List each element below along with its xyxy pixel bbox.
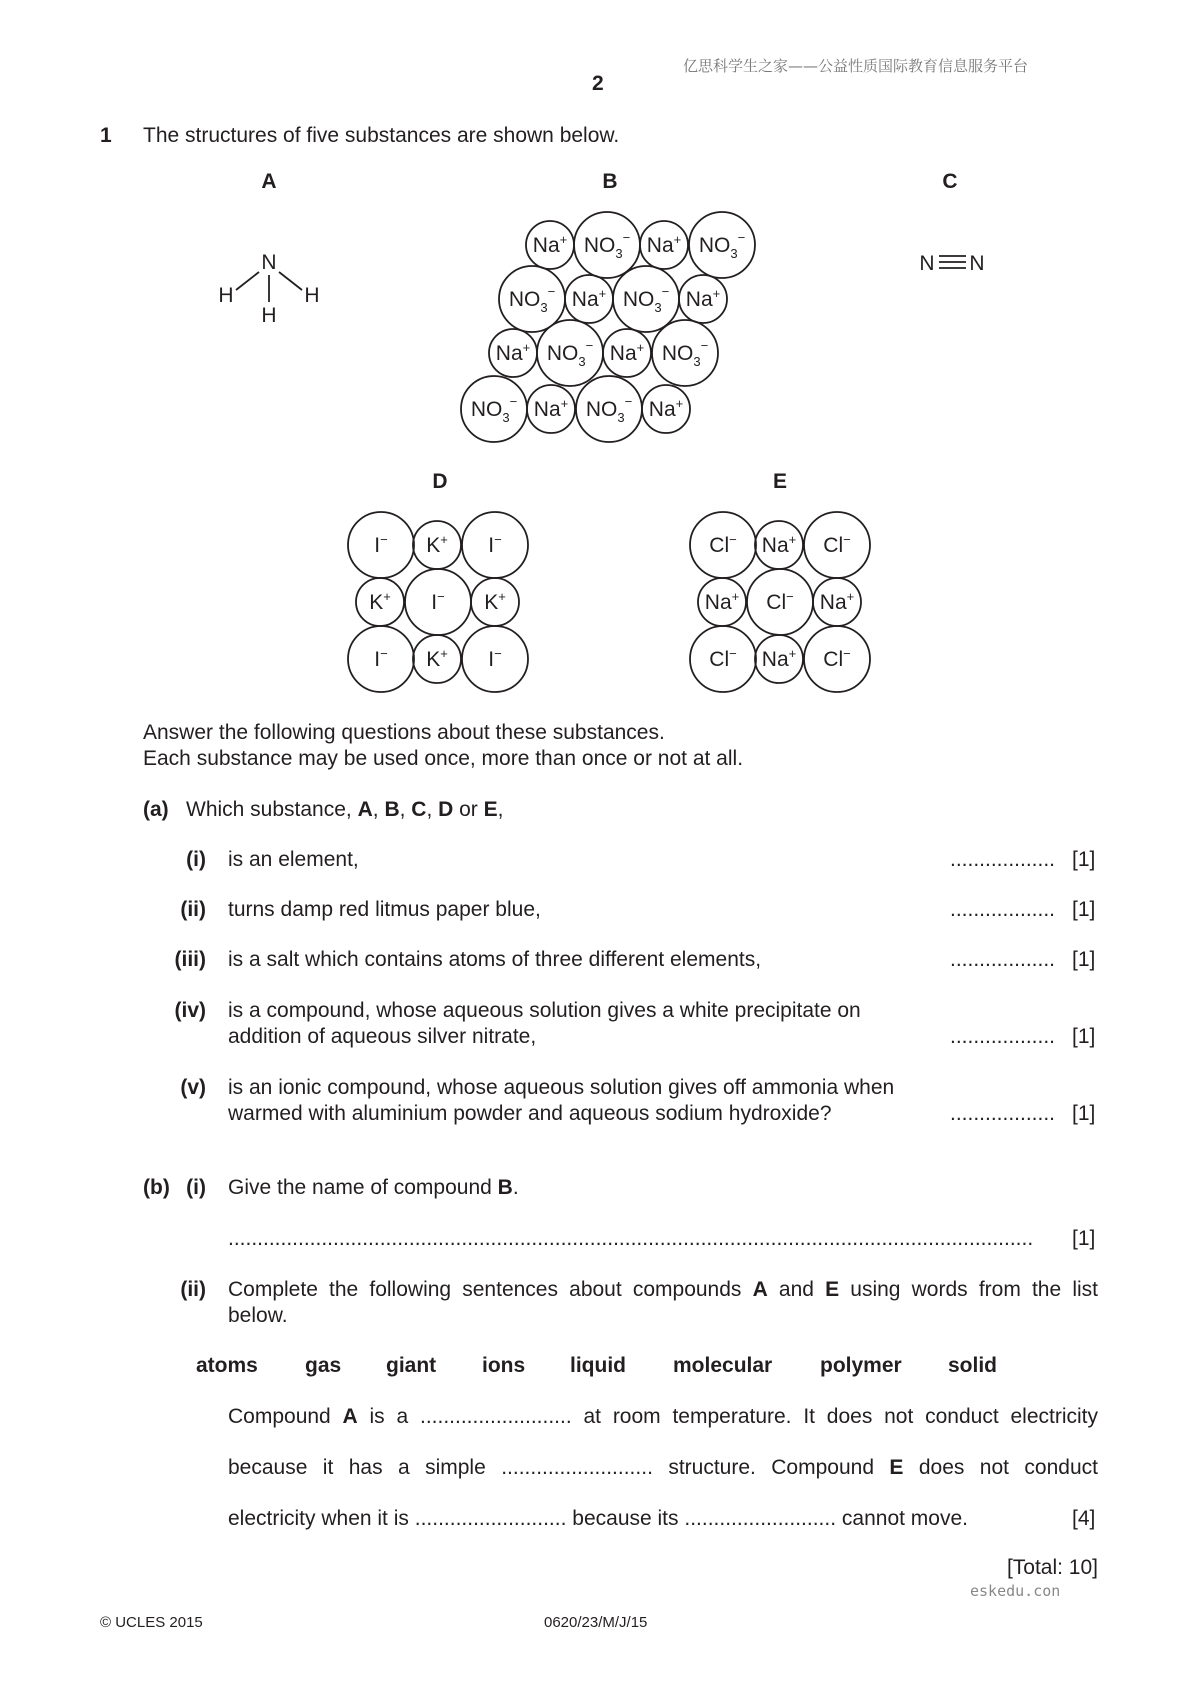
na-label [533, 232, 567, 257]
no3-label [662, 338, 708, 369]
item-text: addition of aqueous silver nitrate, [228, 1025, 537, 1048]
mark: [4] [1072, 1507, 1096, 1530]
page-number: 2 [592, 72, 604, 95]
no3-label [586, 394, 632, 425]
copyright: © UCLES 2015 [100, 1614, 203, 1631]
sentence-line: Compound A is a .......................... at room temperature. It does not conduct electricity [228, 1405, 1098, 1428]
item-text: Give the name of compound B. [228, 1176, 519, 1199]
no3-label [471, 394, 517, 425]
mark: [1] [1072, 1227, 1096, 1250]
question-number: 1 [100, 124, 112, 147]
part-a-stem: Which substance, A, B, C, D or E, [186, 798, 504, 821]
svg-text:Na+: Na+ [761, 646, 797, 671]
item-text: is an ionic compound, whose aqueous solution gives off ammonia when [228, 1076, 895, 1099]
item-text: is a compound, whose aqueous solution gives a white precipitate on [228, 999, 861, 1022]
na-label [649, 396, 683, 421]
svg-text:NO3−: $NO_3^-$ [585, 394, 633, 425]
blank-field[interactable]: .......................... [501, 1456, 653, 1479]
na-label [820, 589, 854, 614]
atom-n-right: N [969, 252, 985, 275]
atom-h-bottom: H [261, 304, 277, 327]
structure-labels [261, 170, 957, 493]
svg-text:Na+: Na+ [532, 232, 568, 257]
k-label [369, 589, 391, 614]
watermark-bottom: eskedu.con [970, 1582, 1061, 1600]
item-number: (ii) [180, 1278, 206, 1301]
item-text: warmed with aluminium powder and aqueous sodium hydroxide? [228, 1102, 832, 1125]
atom-n-left: N [919, 252, 935, 275]
sentence-line: because it has a simple .......................... structure. Compound E does not conduct [228, 1456, 1098, 1479]
no3-label [509, 284, 555, 315]
na-label [762, 646, 796, 671]
label-d: D [432, 470, 448, 493]
item-number: (i) [186, 1176, 206, 1199]
instruction-line: Each substance may be used once, more than once or not at all. [143, 747, 744, 770]
na-label [647, 232, 681, 257]
na-label [762, 532, 796, 557]
question-intro: The structures of five substances are shown below. [143, 124, 620, 147]
label-c: C [942, 170, 958, 193]
bond [279, 272, 302, 290]
svg-text:Cl−: Cl− [766, 589, 794, 614]
mark: [1] [1072, 1025, 1096, 1048]
blank-field[interactable]: .......................... [684, 1507, 837, 1530]
svg-text:NO3−: $NO_3^-$ [546, 338, 594, 369]
part-a-label: (a) [143, 798, 169, 821]
svg-text:K+: K+ [426, 532, 448, 557]
item-number: (ii) [180, 898, 206, 921]
mark: [1] [1072, 848, 1096, 871]
svg-text:NO3−: $NO_3^-$ [698, 230, 746, 261]
svg-text:NO3−: $NO_3^-$ [583, 230, 631, 261]
answer-field[interactable]: .................. [950, 1025, 1056, 1048]
item-number: (iv) [174, 999, 206, 1022]
word-list-item: liquid [570, 1354, 626, 1377]
cl-label [823, 532, 850, 557]
svg-text:Na+: Na+ [704, 589, 740, 614]
svg-text:K+: K+ [369, 589, 391, 614]
na-label [705, 589, 739, 614]
svg-text:Cl−: Cl− [823, 532, 851, 557]
svg-text:Na+: Na+ [819, 589, 855, 614]
item-text: turns damp red litmus paper blue, [228, 898, 541, 921]
mark: [1] [1072, 948, 1096, 971]
mark: [1] [1072, 1102, 1096, 1125]
k-label [484, 589, 506, 614]
svg-text:I−: I− [374, 646, 388, 671]
item-number: (iii) [174, 948, 206, 971]
mark: [1] [1072, 898, 1096, 921]
svg-text:NO3−: $NO_3^-$ [508, 284, 556, 315]
paper-code: 0620/23/M/J/15 [544, 1614, 648, 1631]
cl-label [766, 589, 793, 614]
i-label [431, 589, 444, 614]
structure-d-labels [369, 532, 506, 671]
no3-label [699, 230, 745, 261]
svg-text:I−: I− [431, 589, 445, 614]
answer-field[interactable]: .................. [950, 898, 1056, 921]
svg-text:NO3−: $NO_3^-$ [661, 338, 709, 369]
no3-label [547, 338, 593, 369]
word-list-item: polymer [820, 1354, 902, 1377]
svg-text:Na+: Na+ [646, 232, 682, 257]
structures-diagram [0, 0, 1190, 700]
k-label [426, 646, 448, 671]
blank-field[interactable]: .......................... [419, 1405, 572, 1428]
item-text: is a salt which contains atoms of three different elements, [228, 948, 762, 971]
svg-text:Na+: Na+ [571, 286, 607, 311]
answer-field[interactable]: .................. [950, 848, 1056, 871]
part-b-label: (b) [143, 1176, 170, 1199]
instruction-line: Answer the following questions about these substances. [143, 721, 665, 744]
na-label [534, 396, 568, 421]
svg-text:I−: I− [374, 532, 388, 557]
word-list-item: ions [482, 1354, 526, 1377]
structure-c-nitrogen [919, 252, 984, 275]
no3-label [584, 230, 630, 261]
total-marks: [Total: 10] [1006, 1556, 1098, 1579]
atom-h-left: H [218, 284, 234, 307]
svg-text:NO3−: $NO_3^-$ [622, 284, 670, 315]
item-number: (v) [180, 1076, 206, 1099]
item-text: Complete the following sentences about compounds A and E using words from the list [228, 1278, 1098, 1301]
i-label [488, 532, 501, 557]
label-b: B [602, 170, 618, 193]
cl-label [709, 646, 736, 671]
i-label [488, 646, 501, 671]
cl-label [823, 646, 850, 671]
atom-n: N [261, 251, 277, 274]
svg-text:Na+: Na+ [609, 340, 645, 365]
word-list-item: solid [948, 1354, 998, 1377]
i-label [374, 532, 387, 557]
word-list-item: atoms [196, 1354, 258, 1377]
answer-field[interactable]: .......................................................................................................................................... [228, 1227, 1034, 1250]
k-label [426, 532, 448, 557]
word-list-item: gas [305, 1354, 342, 1377]
svg-text:Cl−: Cl− [823, 646, 851, 671]
bond [236, 272, 259, 290]
item-text: below. [228, 1304, 288, 1327]
na-label [610, 340, 644, 365]
na-label [572, 286, 606, 311]
svg-text:Na+: Na+ [533, 396, 569, 421]
word-list-item: molecular [673, 1354, 773, 1377]
svg-text:K+: K+ [426, 646, 448, 671]
svg-text:Na+: Na+ [761, 532, 797, 557]
svg-text:Na+: Na+ [685, 286, 721, 311]
item-number: (i) [186, 848, 206, 871]
structure-a-ammonia [218, 251, 319, 327]
blank-field[interactable]: .......................... [414, 1507, 567, 1530]
svg-text:Cl−: Cl− [709, 532, 737, 557]
structure-e-labels [705, 532, 854, 671]
i-label [374, 646, 387, 671]
answer-field[interactable]: .................. [950, 1102, 1056, 1125]
svg-text:I−: I− [488, 646, 502, 671]
svg-text:Cl−: Cl− [709, 646, 737, 671]
no3-label [623, 284, 669, 315]
word-list-item: giant [386, 1354, 437, 1377]
svg-text:K+: K+ [484, 589, 506, 614]
na-label [686, 286, 720, 311]
svg-text:Na+: Na+ [495, 340, 531, 365]
svg-text:Na+: Na+ [648, 396, 684, 421]
watermark-top: 亿思科学生之家——公益性质国际教育信息服务平台 [683, 57, 1029, 75]
na-label [496, 340, 530, 365]
label-e: E [772, 470, 788, 493]
atom-h-right: H [304, 284, 320, 307]
svg-text:I−: I− [488, 532, 502, 557]
structure-b-labels [471, 230, 745, 425]
sentence-line: electricity when it is .......................... because its .......................... cannot move. [228, 1507, 968, 1530]
svg-text:NO3−: $NO_3^-$ [470, 394, 518, 425]
item-text: is an element, [228, 848, 359, 871]
cl-label [709, 532, 736, 557]
answer-field[interactable]: .................. [950, 948, 1056, 971]
label-a: A [261, 170, 277, 193]
